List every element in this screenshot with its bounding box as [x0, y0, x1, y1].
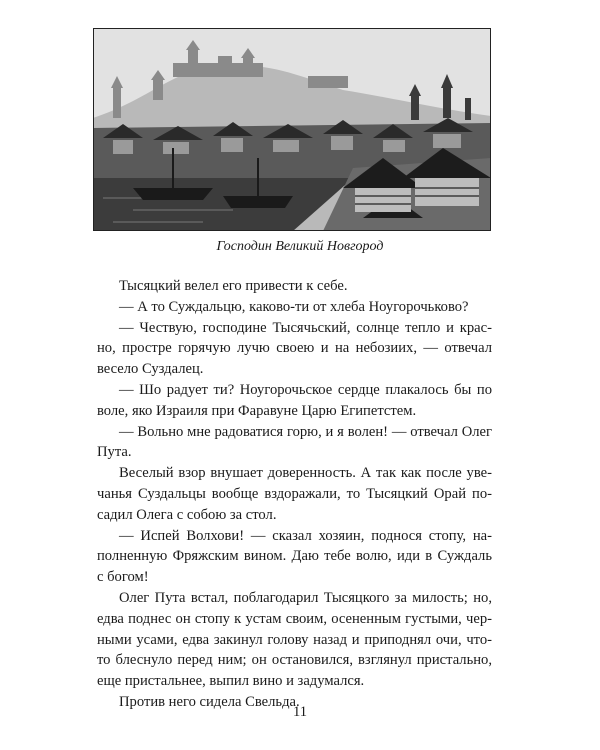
text-line: весело Суздалец. [97, 361, 204, 378]
engraving-image [93, 28, 491, 231]
text-line: ными усами, едва закинул голову назад и приподнял очи, что- [97, 631, 492, 648]
text-line: едва поднес он стопу к устам своим, осененным густыми, чер- [97, 610, 492, 627]
body-text [97, 276, 492, 713]
paragraph [97, 588, 492, 692]
paragraph [97, 297, 492, 318]
text-line: — А то Суждальцю, каково-ти от хлеба Ноугорочьково? [119, 298, 469, 315]
paragraph [97, 318, 492, 380]
paragraph [97, 276, 492, 297]
page-number: 11 [292, 704, 308, 720]
text-line: — Шо радует ти? Ноугорочьское сердце плакалось бы по [119, 381, 492, 398]
text-line: с богом! [97, 569, 149, 586]
paragraph [97, 463, 492, 525]
paragraph [97, 422, 492, 464]
text-line: Тысяцкий велел его привести к себе. [119, 278, 348, 294]
novgorod-engraving [93, 28, 491, 231]
text-line: — Испей Волхови! — сказал хозяин, поднося стопу, на- [119, 527, 492, 544]
text-line: но, простре горячую лучю своею и на небозиих, — отвечал [97, 340, 492, 357]
text-line: Против него сидела Свельда. [119, 693, 300, 710]
text-line: то блеснуло перед ним; он остановился, взглянул пристально, [97, 652, 492, 669]
text-line: — Вольно мне радоватися горю, и я волен! — отвечал Олег [119, 423, 492, 440]
paragraph [97, 380, 492, 422]
text-line: Веселый взор внушает доверенность. А так как после уве- [119, 465, 492, 482]
text-line: садил Олега с собою за стол. [97, 506, 277, 523]
text-line: воле, яко Израиля при Фаравуне Царю Египетстем. [97, 402, 417, 419]
text-line: еще пристальнее, выпил вино и задумался. [97, 673, 365, 690]
text-line: чанья Суздальцы вообще вздоражали, то Тысяцкий Орай по- [97, 485, 492, 502]
text-line: Пута. [97, 444, 132, 461]
text-line: полненную Фряжским вином. Даю тебе волю, иди в Суждаль [97, 548, 492, 565]
text-line: — Чествую, господине Тысячьский, солнце тепло и крас- [119, 319, 492, 336]
illustration-caption: Господин Великий Новгород [216, 239, 384, 254]
text-line: Олег Пута встал, поблагодарил Тысяцкого за милость; но, [119, 589, 492, 606]
paragraph [97, 526, 492, 588]
